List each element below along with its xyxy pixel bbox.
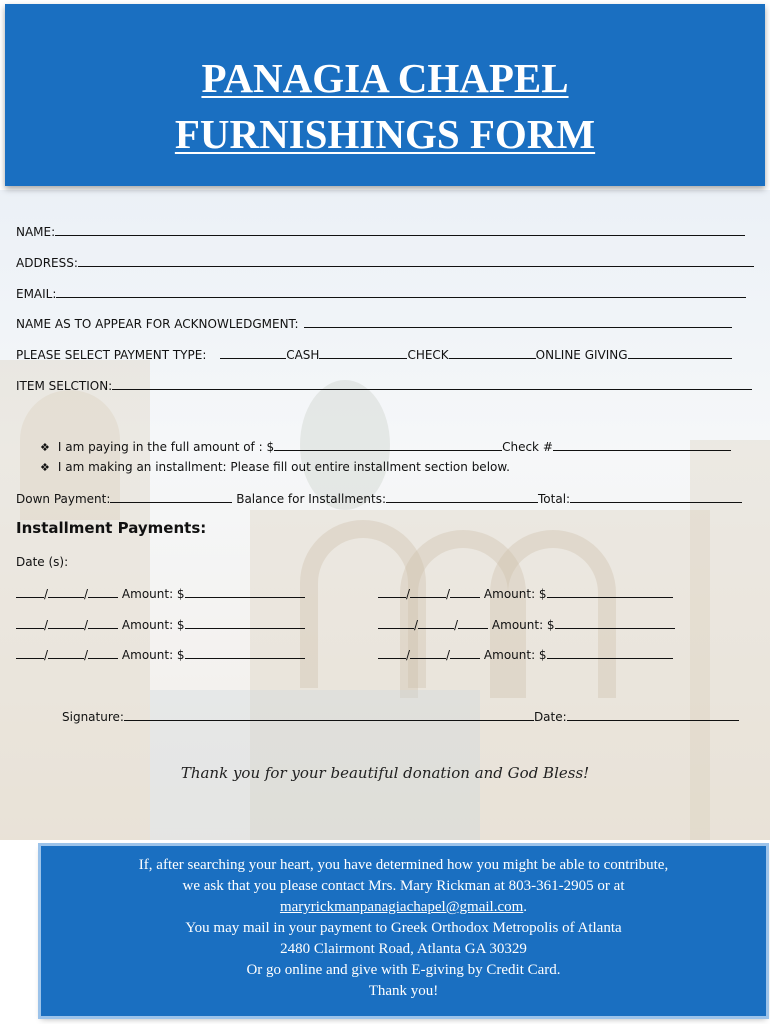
total-label: Total: [538, 492, 571, 506]
diamond-bullet-icon: ❖ [40, 461, 50, 474]
footer-line-6: Or go online and give with E-giving by Credit Card. [246, 962, 561, 978]
down-payment-label: Down Payment: [16, 492, 111, 506]
diamond-bullet-icon: ❖ [40, 441, 50, 454]
full-amount-line[interactable] [274, 439, 502, 451]
online-checkbox-line[interactable] [449, 347, 536, 359]
address-label: ADDRESS: [16, 256, 78, 270]
amount-label: Amount: $ [483, 587, 547, 601]
name-field[interactable] [16, 224, 745, 239]
signature-row [62, 709, 739, 724]
footer-line-2: we ask that you please contact Mrs. Mary Rickman at 803-361-2905 or at [182, 878, 625, 894]
down-payment-line[interactable] [110, 491, 232, 503]
installment-row[interactable]: / / Amount: $ [378, 586, 673, 601]
installment-option[interactable] [40, 460, 510, 474]
cash-checkbox-line[interactable] [220, 347, 286, 359]
total-line[interactable] [570, 491, 742, 503]
signature-date-line[interactable] [567, 709, 739, 721]
footer-line-5: 2480 Clairmont Road, Atlanta GA 30329 [280, 941, 527, 957]
check-option[interactable]: CHECK [407, 348, 449, 362]
contact-email-link[interactable]: maryrickmanpanagiachapel@gmail.com [279, 899, 524, 915]
item-selection-line[interactable] [112, 378, 752, 390]
signature-date-label: Date: [533, 710, 567, 724]
check-checkbox-line[interactable] [319, 347, 407, 359]
installment-row[interactable]: / / Amount: $ [16, 586, 305, 601]
amount-line[interactable] [185, 647, 305, 659]
acknowledgment-label: NAME AS TO APPEAR FOR ACKNOWLEDGMENT: [16, 317, 299, 331]
amount-label: Amount: $ [491, 618, 555, 632]
address-line[interactable] [78, 255, 754, 267]
payment-type-label: PLEASE SELECT PAYMENT TYPE: [16, 348, 207, 362]
acknowledgment-line[interactable] [304, 316, 732, 328]
amount-line[interactable] [547, 647, 673, 659]
acknowledgment-field[interactable] [16, 316, 732, 331]
title-line-2: FURNISHINGS FORM [174, 111, 596, 157]
installment-row[interactable]: / / Amount: $ [378, 617, 675, 632]
footer-line-4: You may mail in your payment to Greek Orthodox Metropolis of Atlanta [185, 920, 622, 936]
email-field[interactable] [16, 286, 746, 301]
balance-line[interactable] [386, 491, 538, 503]
name-label: NAME: [16, 225, 56, 239]
check-number-label: Check # [502, 440, 553, 454]
amount-line[interactable] [555, 617, 675, 629]
amount-label: Amount: $ [121, 648, 185, 662]
thank-you-message: Thank you for your beautiful donation and God Bless! [180, 764, 590, 782]
contact-footer [41, 846, 766, 1016]
installment-label: I am making an installment: Please fill out entire installment section below. [57, 460, 510, 474]
date-label: Date (s): [16, 555, 69, 569]
payment-type-row [16, 347, 732, 362]
installment-heading: Installment Payments: [16, 519, 207, 537]
amount-line[interactable] [185, 586, 305, 598]
item-selection-label: ITEM SELCTION: [16, 379, 113, 393]
amount-label: Amount: $ [483, 648, 547, 662]
footer-line-1: If, after searching your heart, you have determined how you might be able to contribute, [138, 857, 669, 873]
amount-label: Amount: $ [121, 618, 185, 632]
signature-line[interactable] [124, 709, 534, 721]
balance-label: Balance for Installments: [232, 492, 387, 506]
full-amount-label: I am paying in the full amount of : $ [57, 440, 275, 454]
email-label: EMAIL: [16, 287, 57, 301]
name-line[interactable] [55, 224, 745, 236]
totals-row [16, 491, 742, 506]
cash-option[interactable]: CASH [286, 348, 320, 362]
page-title [5, 4, 765, 162]
online-giving-line[interactable] [628, 347, 732, 359]
footer-line-7: Thank you! [368, 983, 439, 999]
address-field[interactable] [16, 255, 754, 270]
title-line-1: PANAGIA CHAPEL [201, 55, 569, 101]
email-suffix: . [523, 899, 528, 915]
full-amount-option[interactable] [40, 439, 731, 454]
amount-line[interactable] [547, 586, 673, 598]
online-giving-option[interactable]: ONLINE GIVING [535, 348, 628, 362]
installment-row[interactable]: / / Amount: $ [378, 647, 673, 662]
signature-label: Signature: [62, 710, 124, 724]
header-banner [5, 4, 765, 186]
item-selection-field[interactable] [16, 378, 752, 393]
amount-line[interactable] [185, 617, 305, 629]
installment-row[interactable]: / / Amount: $ [16, 647, 305, 662]
installment-row[interactable]: / / Amount: $ [16, 617, 305, 632]
email-line[interactable] [56, 286, 746, 298]
check-number-line[interactable] [553, 439, 731, 451]
amount-label: Amount: $ [121, 587, 185, 601]
footer-email-line [41, 897, 766, 918]
